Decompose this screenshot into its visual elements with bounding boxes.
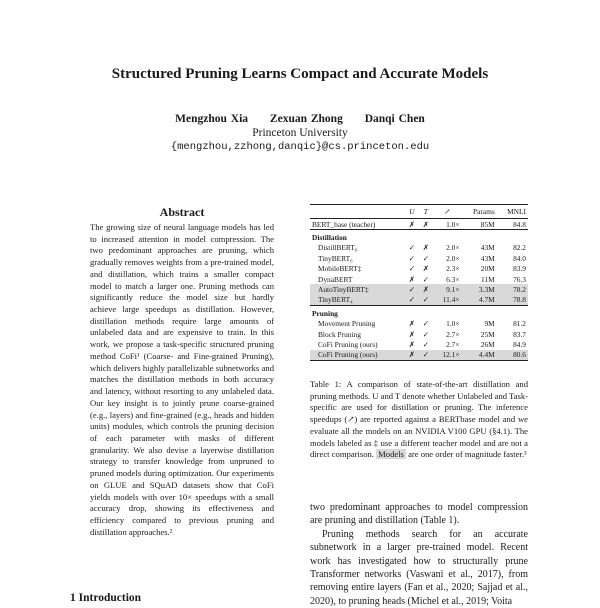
table-cell: 3.3M (462, 284, 497, 294)
table-cell: 2.0× (446, 243, 460, 253)
table-cell: ✓ (408, 253, 415, 263)
table-cell: 9M (484, 319, 495, 329)
table-cell: 78.8 (497, 295, 528, 306)
table-cell: 25M (480, 329, 495, 339)
table-cell: 9.1× (433, 284, 462, 294)
caption-text: Table 1: A comparison of state-of-the-art distillation and pruning methods. U and T denote whether Unlabeled and Task-specific are used for distillation or pruning. The inference speedups (↗) are reported against a BERTbase model and we evaluate all the models on an NVIDIA V100 GPU (§4.1). The models labeled as ‡ use a different teacher model and are not a direct comparison. (310, 379, 529, 460)
table-cell: 82.2 (513, 243, 526, 253)
table-header-cell: MNLI (497, 205, 528, 219)
table-cell: 85M (480, 219, 495, 229)
table-row (310, 295, 528, 306)
body-paragraph: two predominant approaches to model compression are pruning and distillation (Table 1). (310, 502, 528, 527)
table-cell: ✓ (422, 253, 429, 263)
table-cell: ✓ (405, 284, 419, 294)
caption-highlight: Models (378, 449, 404, 460)
table-cell: ✓ (419, 295, 433, 306)
table-cell: ✗ (405, 350, 419, 361)
table-cell: 76.3 (513, 274, 526, 284)
table-row (310, 319, 528, 329)
table-row (310, 243, 528, 253)
author-list (0, 113, 600, 125)
table-cell: ✓ (422, 339, 429, 349)
table-row (310, 339, 528, 349)
table-cell: ✓ (422, 274, 429, 284)
author-name: Zexuan Zhong (269, 113, 343, 125)
table-cell: 80.6 (497, 350, 528, 361)
caption-tail: are one order of magnitude faster.³ (408, 449, 527, 460)
table-cell: ✓ (422, 329, 429, 339)
table-cell: CoFi Pruning (ours) (310, 350, 405, 361)
table-cell: 1.0× (446, 319, 460, 329)
table-cell: BERT_base (teacher) (312, 219, 376, 229)
table-cell: ✗ (408, 274, 415, 284)
table-cell: Movement Pruning (318, 319, 376, 329)
comparison-table (310, 204, 528, 361)
table-row (310, 329, 528, 339)
table-cell: ✗ (408, 219, 415, 229)
paper-title: Structured Pruning Learns Compact and Accurate Models (111, 66, 489, 82)
affiliation: Princeton University (252, 127, 348, 139)
section-heading-introduction: 1 Introduction (70, 592, 142, 604)
table-cell: ✓ (419, 350, 433, 361)
table-cell: CoFi Pruning (ours) (318, 339, 378, 349)
table-header-cell (310, 205, 405, 219)
table-section-label: Distillation (312, 233, 347, 243)
table-cell: ✓ (408, 243, 415, 253)
table-cell: 2.7× (446, 339, 460, 349)
table-cell: ✓ (408, 264, 415, 274)
table-cell: 43M (480, 243, 495, 253)
table-header-cell: Params (462, 205, 497, 219)
table-cell: 81.2 (513, 319, 526, 329)
table-header-cell: T (419, 205, 433, 219)
table-cell: 6.3× (446, 274, 460, 284)
table-cell: 84.8 (513, 219, 526, 229)
table-cell: TinyBERT₄ (310, 295, 405, 306)
table-section-row (310, 306, 528, 319)
table-cell: ✗ (408, 319, 415, 329)
table-header-cell: U (405, 205, 419, 219)
table-cell: 11.4× (433, 295, 462, 306)
table-cell: ✓ (422, 319, 429, 329)
author-name: Mengzhou Xia (175, 113, 249, 125)
body-paragraph: Pruning methods search for an accurate subnetwork in a larger pre-trained model. Recent work has investigated how to structurally prune Transformer networks (Vaswani et al., 2017), from removing entire layers (Fan et al., 2020; Sajjad et al., 2020), to pruning heads (Michel et al., 2019; Voita (310, 528, 528, 607)
table-cell: 12.1× (433, 350, 462, 361)
table-cell: ✗ (422, 264, 429, 274)
table-cell: DistillBERT₆ (318, 243, 358, 253)
table-cell: DynaBERT (318, 274, 353, 284)
table-cell: 2.7× (446, 329, 460, 339)
table-cell: 26M (480, 339, 495, 349)
table-row (310, 253, 528, 263)
body-column (310, 501, 528, 608)
table-cell: 2.0× (446, 253, 460, 263)
table-header-row (310, 205, 528, 219)
author-email: {mengzhou,zzhong,danqic}@cs.princeton.edu (170, 141, 430, 153)
table-cell: ✗ (408, 329, 415, 339)
table-cell: 20M (480, 264, 495, 274)
abstract-heading: Abstract (159, 205, 205, 219)
table-cell: ✓ (405, 295, 419, 306)
abstract-body: The growing size of neural language models has led to increased attention in model compression. The two predominant approaches are pruning, which gradually removes weights from a pre-trained model, and distillation, which trains a smaller compact model to match a larger one. Pruning methods can significantly reduce the model size but hardly achieve large speedups as distillation. However, distillation methods require large amounts of unlabeled data and are expensive to train. In this work, we propose a task-specific structured pruning method CoFi¹ (Coarse- and Fine-grained Pruning), which delivers highly parallelizable subnetworks and matches the distillation methods in both accuracy and latency, without resorting to any unlabeled data. Our key insight is to jointly prune coarse-grained (e.g., layers) and fine-grained (e.g., heads and hidden units) modules, which controls the pruning decision of each parameter with masks of different granularity. We also devise a layerwise distillation strategy to transfer knowledge from unpruned to pruned models during optimization. Our experiments on GLUE and SQuAD datasets show that CoFi yields models with over 10× speedups with a small accuracy drop, showing its effectiveness and efficiency compared to previous pruning and distillation approaches.² (90, 222, 274, 537)
table-header-cell: ↗ (433, 205, 462, 219)
table-cell: MobileBERT‡ (318, 264, 362, 274)
table-row (310, 350, 528, 361)
table-row (310, 274, 528, 284)
table-cell: AutoTinyBERT‡ (310, 284, 405, 294)
table-cell: 83.7 (513, 329, 526, 339)
table-cell: ✗ (422, 219, 429, 229)
table-cell: 4.4M (462, 350, 497, 361)
table-body (310, 219, 528, 361)
table-section-label: Pruning (312, 308, 338, 318)
table-row (310, 284, 528, 294)
author-name: Danqi Chen (364, 113, 425, 125)
table-cell: ✗ (408, 339, 415, 349)
table-cell: 78.2 (497, 284, 528, 294)
table-cell: 84.0 (513, 253, 526, 263)
table-cell: 84.9 (513, 339, 526, 349)
table-cell: ✗ (422, 243, 429, 253)
table-cell: 83.9 (513, 264, 526, 274)
table-cell: Block Pruning (318, 329, 361, 339)
table-row (310, 264, 528, 274)
table-cell: 43M (480, 253, 495, 263)
table-cell: 2.3× (446, 264, 460, 274)
table-cell: 1.0× (446, 219, 460, 229)
table-cell: 11M (481, 274, 495, 284)
table-caption (310, 379, 528, 461)
table-cell: TinyBERT₆ (318, 253, 353, 263)
table-cell: ✗ (419, 284, 433, 294)
table-section-row (310, 230, 528, 243)
table-cell: 4.7M (462, 295, 497, 306)
table-row (310, 219, 528, 230)
